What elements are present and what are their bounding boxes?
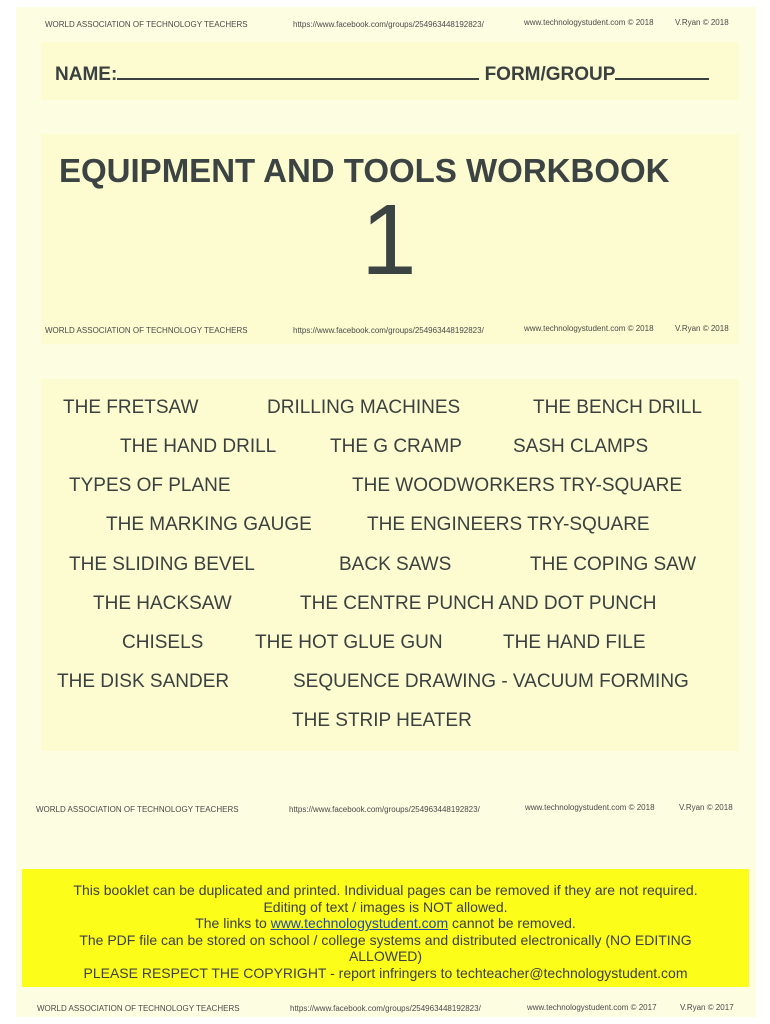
topic-item[interactable]: THE WOODWORKERS TRY-SQUARE [352, 475, 683, 496]
notice-line: The PDF file can be stored on school / college systems and distributed electronically (NO EDITING [79, 931, 692, 948]
topic-item[interactable]: THE FRETSAW [63, 397, 199, 418]
footer-site[interactable]: www.technologystudent.com © 2018 [525, 803, 655, 812]
topic-item[interactable]: THE ENGINEERS TRY-SQUARE [367, 514, 650, 535]
footer-bottom [16, 1004, 756, 1018]
topic-item[interactable]: DRILLING MACHINES [267, 397, 461, 418]
footer-facebook-link[interactable]: https://www.facebook.com/groups/254963448192823/ [289, 805, 480, 814]
footer-author: V.Ryan © 2018 [675, 324, 729, 333]
footer-facebook-link[interactable]: https://www.facebook.com/groups/254963448192823/ [293, 326, 484, 335]
topic-item[interactable]: THE STRIP HEATER [292, 710, 472, 731]
name-label: NAME: [55, 64, 118, 85]
notice-line: ALLOWED) [348, 948, 423, 964]
topic-item[interactable]: THE HACKSAW [93, 593, 232, 614]
footer-facebook-link[interactable]: https://www.facebook.com/groups/254963448192823/ [293, 20, 484, 29]
topic-item[interactable]: THE HOT GLUE GUN [255, 632, 443, 653]
footer-author: V.Ryan © 2018 [679, 803, 733, 812]
notice-line [22, 915, 749, 932]
footer-title-box [41, 326, 739, 340]
footer-top [16, 20, 756, 34]
topic-item[interactable]: CHISELS [122, 632, 204, 653]
technologystudent-link[interactable]: www.technologystudent.com [270, 915, 449, 931]
footer-author: V.Ryan © 2017 [680, 1003, 734, 1012]
footer-facebook-link[interactable]: https://www.facebook.com/groups/254963448192823/ [290, 1004, 481, 1013]
name-section [41, 42, 739, 100]
footer-site[interactable]: www.technologystudent.com © 2018 [524, 18, 654, 27]
title-section [41, 134, 739, 344]
topic-item[interactable]: BACK SAWS [339, 554, 452, 575]
form-group-field-line[interactable] [615, 62, 709, 80]
notice-line: This booklet can be duplicated and printed. Individual pages can be removed if they are not required. [73, 882, 698, 898]
name-field-line[interactable] [117, 62, 479, 80]
workbook-title: EQUIPMENT AND TOOLS WORKBOOK [59, 152, 670, 189]
topic-item[interactable]: THE COPING SAW [530, 554, 697, 575]
footer-org: WORLD ASSOCIATION OF TECHNOLOGY TEACHERS [36, 805, 239, 814]
notice-link-prefix: The links to [195, 915, 271, 931]
topic-item[interactable]: THE SLIDING BEVEL [69, 554, 255, 575]
topic-item[interactable]: THE G CRAMP [330, 436, 462, 457]
name-row [55, 62, 709, 86]
topic-item[interactable]: SEQUENCE DRAWING - VACUUM FORMING [293, 671, 689, 692]
topic-item[interactable]: THE BENCH DRILL [533, 397, 702, 418]
workbook-number: 1 [361, 184, 417, 296]
topic-item[interactable]: THE DISK SANDER [57, 671, 230, 692]
workbook-cover [16, 7, 756, 1017]
topic-item[interactable]: SASH CLAMPS [513, 436, 649, 457]
footer-site[interactable]: www.technologystudent.com © 2018 [524, 324, 654, 333]
footer-middle [16, 805, 756, 819]
footer-author: V.Ryan © 2018 [675, 18, 729, 27]
topic-item[interactable]: THE HAND FILE [503, 632, 646, 653]
topic-item[interactable]: THE HAND DRILL [120, 436, 277, 457]
notice-line: PLEASE RESPECT THE COPYRIGHT - report infringers to techteacher@technologystudent.com [83, 964, 688, 981]
notice-line: Editing of text / images is NOT allowed. [263, 898, 508, 915]
topic-item[interactable]: TYPES OF PLANE [69, 475, 231, 496]
copyright-notice [22, 869, 749, 987]
form-group-label: FORM/GROUP [484, 64, 616, 85]
footer-org: WORLD ASSOCIATION OF TECHNOLOGY TEACHERS [45, 326, 248, 335]
topic-item[interactable]: THE MARKING GAUGE [106, 514, 312, 535]
notice-link-suffix: cannot be removed. [448, 915, 576, 931]
topic-item[interactable]: THE CENTRE PUNCH AND DOT PUNCH [300, 593, 657, 614]
topics-list [41, 379, 739, 751]
footer-site[interactable]: www.technologystudent.com © 2017 [527, 1003, 657, 1012]
footer-org: WORLD ASSOCIATION OF TECHNOLOGY TEACHERS [37, 1004, 240, 1013]
footer-org: WORLD ASSOCIATION OF TECHNOLOGY TEACHERS [45, 20, 248, 29]
